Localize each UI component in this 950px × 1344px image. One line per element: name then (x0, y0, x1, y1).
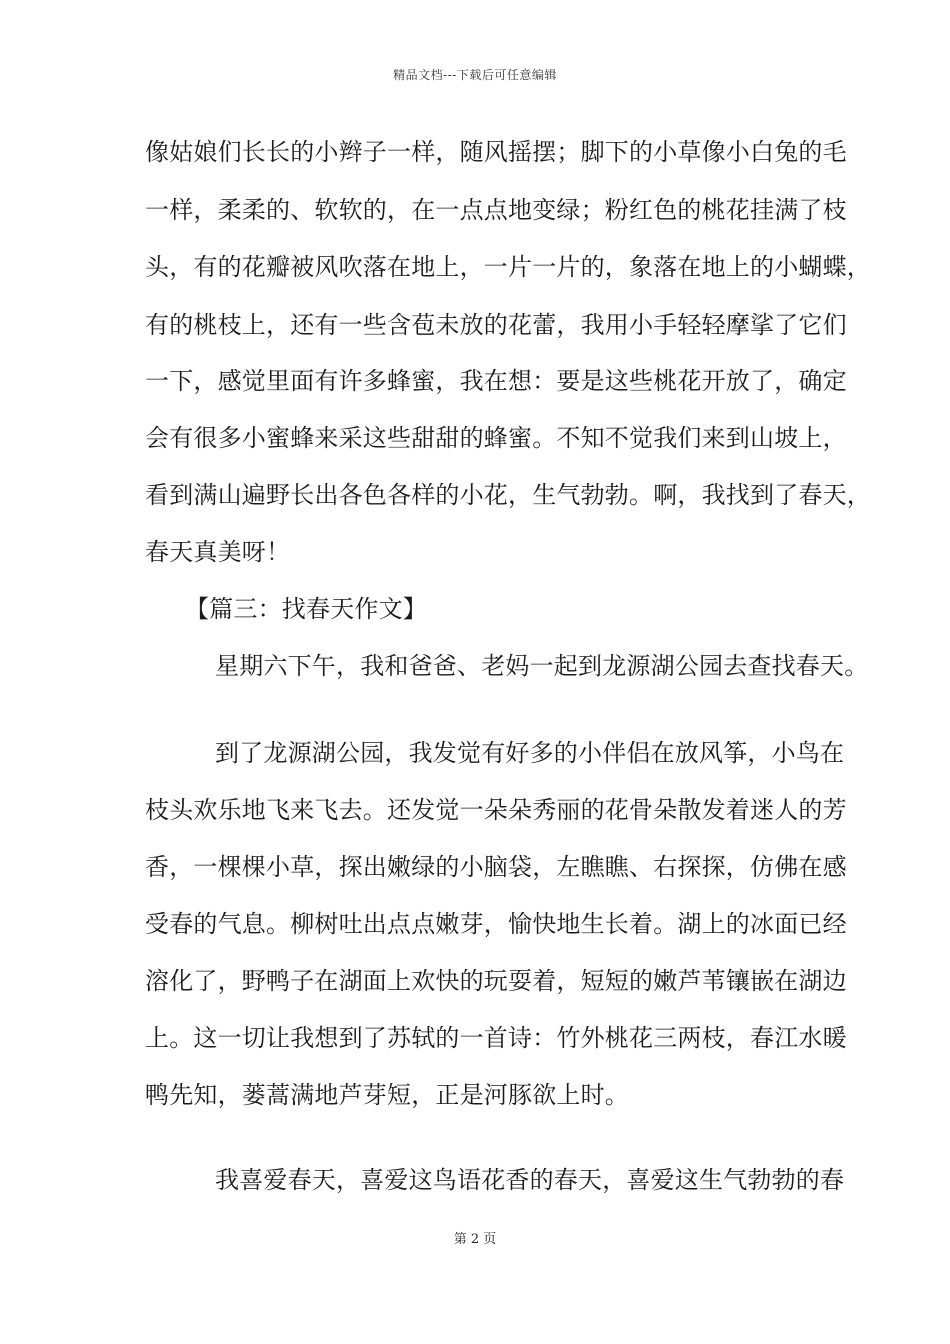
paragraph-line: 上。这一切让我想到了苏轼的一首诗：竹外桃花三两枝，春江水暖 (145, 1024, 847, 1052)
paragraph-line: 看到满山遍野长出各色各样的小花，生气勃勃。啊，我找到了春天， (145, 481, 871, 509)
paragraph-line: 溶化了，野鸭子在湖面上欢快的玩耍着，短短的嫩芦苇镶嵌在湖边 (145, 967, 847, 995)
paragraph-line: 我喜爱春天，喜爱这鸟语花香的春天，喜爱这生气勃勃的春 (215, 1166, 845, 1194)
paragraph-line: 春天真美呀！ (145, 538, 291, 566)
paragraph-line: 香，一棵棵小草，探出嫩绿的小脑袋，左瞧瞧、右探探，仿佛在感 (145, 853, 847, 881)
page-number: 第 2 页 (453, 1232, 497, 1247)
paragraph-line: 一下，感觉里面有许多蜂蜜，我在想：要是这些桃花开放了，确定 (145, 367, 847, 395)
paragraph-line: 星期六下午，我和爸爸、老妈一起到龙源湖公园去查找春天。 (215, 652, 869, 680)
page-header: 精品文档---下载后可任意编辑 (393, 68, 557, 82)
paragraph-line: 受春的气息。柳树吐出点点嫩芽，愉快地生长着。湖上的冰面已经 (145, 910, 847, 938)
section-heading: 【篇三：找春天作文】 (185, 595, 427, 623)
paragraph-line: 枝头欢乐地飞来飞去。还发觉一朵朵秀丽的花骨朵散发着迷人的芳 (145, 796, 847, 824)
paragraph-line: 鸭先知，蒌蒿满地芦芽短，正是河豚欲上时。 (145, 1081, 629, 1109)
paragraph-line: 到了龙源湖公园，我发觉有好多的小伴侣在放风筝，小鸟在 (215, 739, 845, 767)
paragraph-line: 像姑娘们长长的小辫子一样，随风摇摆；脚下的小草像小白兔的毛 (145, 138, 847, 166)
paragraph-line: 头，有的花瓣被风吹落在地上，一片一片的，象落在地上的小蝴蝶， (145, 253, 871, 281)
paragraph-line: 会有很多小蜜蜂来采这些甜甜的蜂蜜。不知不觉我们来到山坡上， (145, 424, 847, 452)
paragraph-line: 一样，柔柔的、软软的，在一点点地变绿；粉红色的桃花挂满了枝 (145, 196, 847, 224)
paragraph-line: 有的桃枝上，还有一些含苞未放的花蕾，我用小手轻轻摩挲了它们 (145, 311, 847, 339)
